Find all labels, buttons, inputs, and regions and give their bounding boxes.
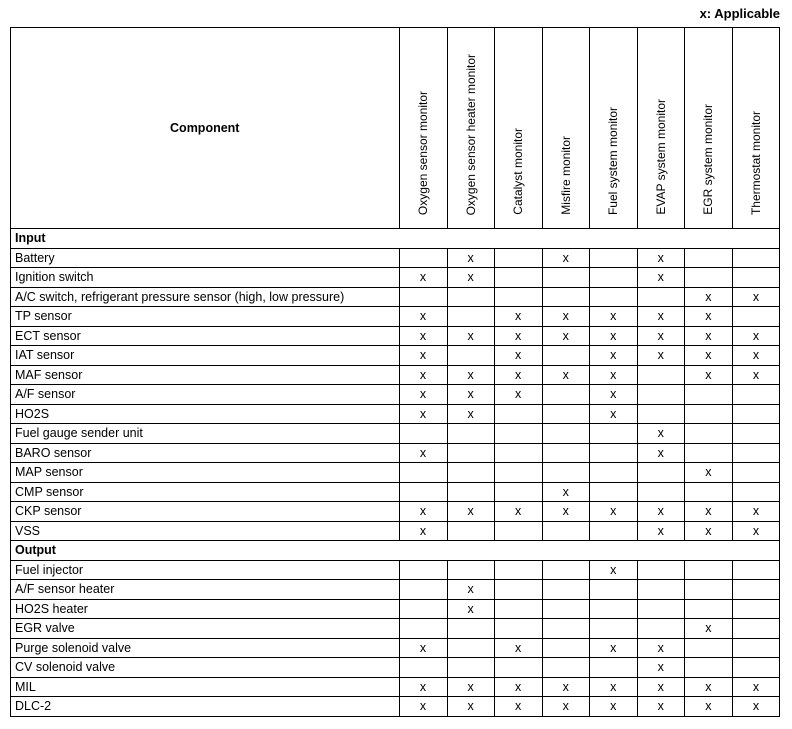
applicable-mark: x (589, 677, 637, 697)
empty-cell (589, 248, 637, 268)
component-name: ECT sensor (11, 326, 400, 346)
applicable-mark: x (399, 346, 447, 366)
applicable-mark: x (399, 326, 447, 346)
applicable-mark: x (494, 502, 542, 522)
empty-cell (684, 560, 732, 580)
applicable-mark: x (494, 677, 542, 697)
monitor-header (542, 28, 589, 229)
component-name: CKP sensor (11, 502, 400, 522)
applicable-mark: x (494, 307, 542, 327)
applicable-mark: x (637, 638, 684, 658)
table-row (11, 307, 780, 327)
applicable-mark: x (732, 502, 779, 522)
applicable-mark: x (447, 385, 494, 405)
monitor-header (589, 28, 637, 229)
monitor-header-label: Fuel system monitor (606, 106, 621, 215)
table-row (11, 463, 780, 483)
header-row (11, 28, 780, 229)
table-row (11, 502, 780, 522)
applicable-mark: x (447, 697, 494, 717)
applicable-mark: x (494, 638, 542, 658)
table-row (11, 268, 780, 288)
empty-cell (637, 463, 684, 483)
applicable-mark: x (589, 638, 637, 658)
monitor-header (684, 28, 732, 229)
applicable-mark: x (494, 697, 542, 717)
empty-cell (732, 580, 779, 600)
empty-cell (447, 443, 494, 463)
empty-cell (732, 404, 779, 424)
applicable-mark: x (732, 346, 779, 366)
empty-cell (732, 638, 779, 658)
applicable-mark: x (447, 326, 494, 346)
empty-cell (399, 463, 447, 483)
component-name: HO2S heater (11, 599, 400, 619)
table-row (11, 619, 780, 639)
empty-cell (399, 619, 447, 639)
table-row (11, 599, 780, 619)
table-row (11, 482, 780, 502)
applicable-mark: x (589, 385, 637, 405)
applicable-mark: x (447, 404, 494, 424)
table-row (11, 638, 780, 658)
table-row (11, 287, 780, 307)
empty-cell (494, 287, 542, 307)
empty-cell (494, 463, 542, 483)
section-row (11, 229, 780, 249)
empty-cell (684, 443, 732, 463)
empty-cell (684, 599, 732, 619)
monitor-header (732, 28, 779, 229)
empty-cell (542, 599, 589, 619)
monitor-header-label: EVAP system monitor (653, 99, 668, 215)
applicable-mark: x (637, 248, 684, 268)
applicable-mark: x (589, 502, 637, 522)
applicable-mark: x (542, 248, 589, 268)
empty-cell (447, 638, 494, 658)
applicable-mark: x (589, 404, 637, 424)
empty-cell (542, 346, 589, 366)
empty-cell (447, 619, 494, 639)
empty-cell (542, 424, 589, 444)
empty-cell (732, 560, 779, 580)
applicable-mark: x (637, 326, 684, 346)
table-row (11, 385, 780, 405)
table-body (11, 229, 780, 717)
section-title: Input (11, 229, 780, 249)
applicable-mark: x (447, 268, 494, 288)
applicable-mark: x (589, 346, 637, 366)
empty-cell (589, 580, 637, 600)
applicable-mark: x (447, 365, 494, 385)
applicable-mark: x (684, 365, 732, 385)
applicable-mark: x (542, 307, 589, 327)
empty-cell (589, 619, 637, 639)
applicable-mark: x (684, 307, 732, 327)
applicable-mark: x (637, 697, 684, 717)
applicable-mark: x (447, 599, 494, 619)
component-name: CMP sensor (11, 482, 400, 502)
component-name: EGR valve (11, 619, 400, 639)
table-row (11, 248, 780, 268)
component-name: A/C switch, refrigerant pressure sensor (high, low pressure) (11, 287, 400, 307)
empty-cell (494, 424, 542, 444)
empty-cell (494, 248, 542, 268)
table-row (11, 346, 780, 366)
empty-cell (494, 580, 542, 600)
table-row (11, 521, 780, 541)
empty-cell (447, 658, 494, 678)
applicable-mark: x (684, 502, 732, 522)
component-name: VSS (11, 521, 400, 541)
empty-cell (542, 658, 589, 678)
component-name: Ignition switch (11, 268, 400, 288)
applicable-mark: x (732, 365, 779, 385)
empty-cell (399, 424, 447, 444)
empty-cell (447, 463, 494, 483)
monitor-header (447, 28, 494, 229)
empty-cell (637, 385, 684, 405)
empty-cell (542, 268, 589, 288)
applicable-mark: x (542, 502, 589, 522)
empty-cell (589, 287, 637, 307)
applicable-mark: x (589, 307, 637, 327)
table-row (11, 424, 780, 444)
component-name: TP sensor (11, 307, 400, 327)
empty-cell (494, 482, 542, 502)
empty-cell (542, 404, 589, 424)
empty-cell (399, 580, 447, 600)
empty-cell (684, 385, 732, 405)
applicable-mark: x (684, 697, 732, 717)
empty-cell (732, 599, 779, 619)
applicable-mark: x (494, 326, 542, 346)
table-row (11, 443, 780, 463)
component-header: Component (11, 28, 400, 229)
empty-cell (684, 580, 732, 600)
applicable-mark: x (589, 560, 637, 580)
applicable-mark: x (447, 677, 494, 697)
empty-cell (589, 268, 637, 288)
applicable-mark: x (399, 502, 447, 522)
empty-cell (637, 365, 684, 385)
applicable-mark: x (589, 326, 637, 346)
applicable-mark: x (684, 287, 732, 307)
empty-cell (684, 482, 732, 502)
applicable-mark: x (447, 502, 494, 522)
empty-cell (494, 599, 542, 619)
monitor-header-label: Oxygen sensor heater monitor (463, 53, 478, 215)
applicable-mark: x (637, 307, 684, 327)
applicable-mark: x (399, 268, 447, 288)
empty-cell (637, 287, 684, 307)
applicable-mark: x (637, 521, 684, 541)
applicable-mark: x (589, 365, 637, 385)
empty-cell (684, 268, 732, 288)
empty-cell (684, 658, 732, 678)
empty-cell (542, 463, 589, 483)
empty-cell (447, 346, 494, 366)
empty-cell (732, 307, 779, 327)
empty-cell (542, 287, 589, 307)
empty-cell (494, 658, 542, 678)
empty-cell (447, 287, 494, 307)
empty-cell (732, 443, 779, 463)
component-name: Fuel gauge sender unit (11, 424, 400, 444)
empty-cell (684, 248, 732, 268)
empty-cell (542, 638, 589, 658)
monitor-header-label: Oxygen sensor monitor (416, 90, 431, 215)
empty-cell (589, 443, 637, 463)
applicable-mark: x (542, 677, 589, 697)
applicable-mark: x (542, 482, 589, 502)
empty-cell (589, 463, 637, 483)
empty-cell (637, 619, 684, 639)
component-name: CV solenoid valve (11, 658, 400, 678)
table-row (11, 697, 780, 717)
empty-cell (494, 619, 542, 639)
empty-cell (399, 248, 447, 268)
applicable-mark: x (399, 307, 447, 327)
component-name: A/F sensor (11, 385, 400, 405)
monitor-header (637, 28, 684, 229)
empty-cell (399, 482, 447, 502)
empty-cell (399, 599, 447, 619)
component-name: Purge solenoid valve (11, 638, 400, 658)
empty-cell (494, 443, 542, 463)
empty-cell (637, 580, 684, 600)
applicable-mark: x (399, 521, 447, 541)
table-row (11, 677, 780, 697)
monitor-header (494, 28, 542, 229)
applicable-mark: x (399, 385, 447, 405)
applicable-mark: x (684, 326, 732, 346)
empty-cell (589, 482, 637, 502)
empty-cell (542, 580, 589, 600)
applicable-mark: x (542, 697, 589, 717)
empty-cell (447, 560, 494, 580)
section-row (11, 541, 780, 561)
applicable-mark: x (399, 404, 447, 424)
component-name: MAP sensor (11, 463, 400, 483)
empty-cell (494, 560, 542, 580)
empty-cell (494, 268, 542, 288)
applicable-mark: x (542, 365, 589, 385)
applicable-mark: x (542, 326, 589, 346)
empty-cell (589, 521, 637, 541)
applicable-mark: x (637, 658, 684, 678)
legend: x: Applicable (699, 6, 780, 21)
component-name: HO2S (11, 404, 400, 424)
empty-cell (447, 521, 494, 541)
component-name: DLC-2 (11, 697, 400, 717)
applicable-mark: x (732, 326, 779, 346)
applicable-mark: x (637, 268, 684, 288)
applicable-mark: x (399, 677, 447, 697)
empty-cell (732, 385, 779, 405)
empty-cell (732, 268, 779, 288)
empty-cell (399, 287, 447, 307)
applicable-mark: x (637, 443, 684, 463)
section-title: Output (11, 541, 780, 561)
applicable-mark: x (732, 521, 779, 541)
monitor-header-label: Misfire monitor (558, 136, 573, 215)
empty-cell (732, 658, 779, 678)
monitor-header (399, 28, 447, 229)
monitor-header-label: Catalyst monitor (511, 128, 526, 215)
applicable-mark: x (684, 346, 732, 366)
empty-cell (589, 599, 637, 619)
applicable-mark: x (732, 287, 779, 307)
applicable-mark: x (732, 677, 779, 697)
applicable-mark: x (637, 424, 684, 444)
empty-cell (399, 560, 447, 580)
empty-cell (637, 599, 684, 619)
empty-cell (542, 521, 589, 541)
empty-cell (399, 658, 447, 678)
empty-cell (542, 619, 589, 639)
empty-cell (732, 619, 779, 639)
table-row (11, 658, 780, 678)
empty-cell (637, 404, 684, 424)
empty-cell (589, 424, 637, 444)
empty-cell (542, 443, 589, 463)
empty-cell (732, 482, 779, 502)
applicable-mark: x (399, 365, 447, 385)
applicable-mark: x (494, 365, 542, 385)
empty-cell (447, 307, 494, 327)
empty-cell (637, 560, 684, 580)
table-row (11, 326, 780, 346)
applicable-mark: x (447, 580, 494, 600)
applicable-mark: x (684, 463, 732, 483)
applicable-mark: x (684, 677, 732, 697)
empty-cell (732, 424, 779, 444)
component-name: A/F sensor heater (11, 580, 400, 600)
component-name: BARO sensor (11, 443, 400, 463)
applicable-mark: x (637, 346, 684, 366)
component-name: MIL (11, 677, 400, 697)
empty-cell (732, 248, 779, 268)
applicable-mark: x (637, 677, 684, 697)
empty-cell (542, 385, 589, 405)
applicable-mark: x (399, 443, 447, 463)
empty-cell (684, 638, 732, 658)
empty-cell (684, 424, 732, 444)
applicable-mark: x (589, 697, 637, 717)
empty-cell (494, 521, 542, 541)
applicable-mark: x (494, 346, 542, 366)
component-name: MAF sensor (11, 365, 400, 385)
applicability-table (10, 27, 780, 717)
empty-cell (494, 404, 542, 424)
applicable-mark: x (494, 385, 542, 405)
applicable-mark: x (399, 697, 447, 717)
empty-cell (447, 424, 494, 444)
table-row (11, 404, 780, 424)
table-row (11, 365, 780, 385)
empty-cell (732, 463, 779, 483)
applicable-mark: x (399, 638, 447, 658)
empty-cell (637, 482, 684, 502)
table-row (11, 560, 780, 580)
applicable-mark: x (684, 619, 732, 639)
component-name: Fuel injector (11, 560, 400, 580)
component-name: Battery (11, 248, 400, 268)
empty-cell (542, 560, 589, 580)
component-name: IAT sensor (11, 346, 400, 366)
monitor-header-label: EGR system monitor (701, 104, 716, 215)
empty-cell (589, 658, 637, 678)
applicable-mark: x (637, 502, 684, 522)
empty-cell (684, 404, 732, 424)
applicable-mark: x (684, 521, 732, 541)
table-row (11, 580, 780, 600)
applicable-mark: x (732, 697, 779, 717)
monitor-header-label: Thermostat monitor (748, 110, 763, 215)
empty-cell (447, 482, 494, 502)
applicable-mark: x (447, 248, 494, 268)
